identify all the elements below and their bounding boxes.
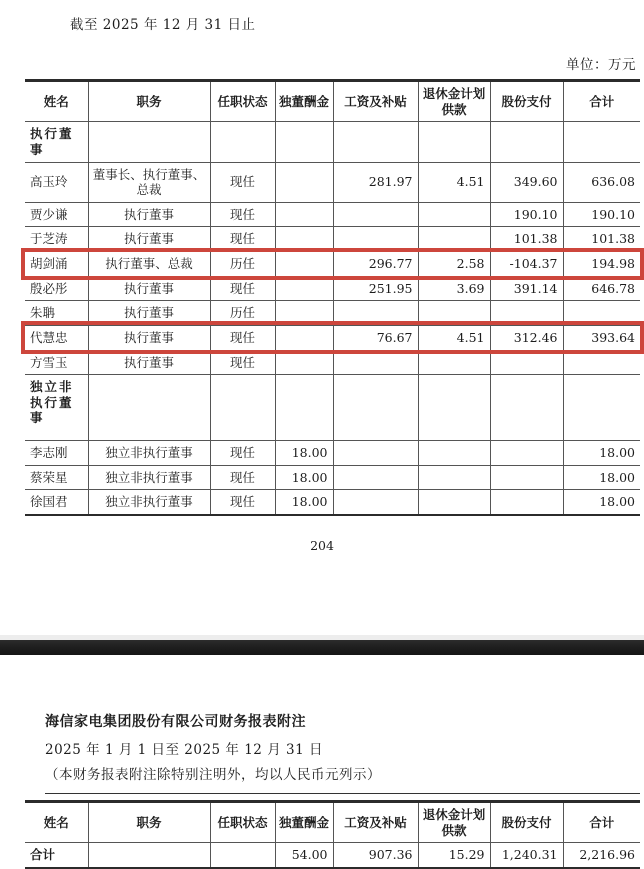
section-row — [25, 122, 640, 162]
cell-total: 194.98 — [563, 252, 640, 277]
empty-cell — [275, 375, 333, 441]
cell-indep-fee — [275, 252, 333, 277]
table-header — [25, 801, 640, 842]
cell-name: 代慧忠 — [25, 325, 88, 350]
cell-salary: 76.67 — [333, 325, 418, 350]
column-header: 姓名 — [25, 81, 88, 122]
cell-total: 190.10 — [563, 202, 640, 227]
cell-position: 执行董事 — [88, 325, 210, 350]
cell-status — [210, 843, 275, 868]
empty-cell — [490, 375, 563, 441]
cell-total: 18.00 — [563, 465, 640, 490]
unit-label: 单位：万元 — [566, 57, 636, 73]
cell-name: 方雪玉 — [25, 350, 88, 375]
cell-total: 636.08 — [563, 162, 640, 202]
cell-position: 执行董事 — [88, 202, 210, 227]
cell-total: 393.64 — [563, 325, 640, 350]
empty-cell — [490, 122, 563, 162]
cell-indep-fee — [275, 162, 333, 202]
column-header: 工资及补贴 — [333, 801, 418, 842]
cell-salary — [333, 350, 418, 375]
empty-cell — [333, 122, 418, 162]
page-number: 204 — [310, 537, 334, 553]
cell-indep-fee: 18.00 — [275, 441, 333, 466]
cell-share-payment — [490, 301, 563, 326]
cell-name: 胡剑涌 — [25, 252, 88, 277]
cell-indep-fee: 18.00 — [275, 490, 333, 515]
cell-share-payment: 101.38 — [490, 227, 563, 252]
cell-salary: 281.97 — [333, 162, 418, 202]
column-header: 退休金计划供款 — [418, 801, 490, 842]
section-label: 独立非执行董事 — [25, 375, 88, 441]
column-header: 合计 — [563, 801, 640, 842]
cell-share-payment: 1,240.31 — [490, 843, 563, 868]
period-caption: 截至 2025 年 12 月 31 日止 — [70, 17, 256, 33]
cell-status: 现任 — [210, 162, 275, 202]
cell-share-payment — [490, 441, 563, 466]
cell-total: 101.38 — [563, 227, 640, 252]
report-page-2 — [0, 711, 644, 869]
cell-total: 2,216.96 — [563, 843, 640, 868]
cell-share-payment: 391.14 — [490, 276, 563, 301]
cell-indep-fee — [275, 227, 333, 252]
cell-status: 现任 — [210, 490, 275, 515]
table-row — [25, 202, 640, 227]
table-row — [25, 465, 640, 490]
table-row — [25, 441, 640, 466]
cell-pension: 4.51 — [418, 162, 490, 202]
cell-status: 现任 — [210, 276, 275, 301]
empty-cell — [563, 122, 640, 162]
cell-name: 蔡荣星 — [25, 465, 88, 490]
cell-status: 现任 — [210, 202, 275, 227]
column-header: 股份支付 — [490, 81, 563, 122]
cell-position: 独立非执行董事 — [88, 465, 210, 490]
cell-status: 历任 — [210, 252, 275, 277]
column-header: 股份支付 — [490, 801, 563, 842]
cell-salary: 296.77 — [333, 252, 418, 277]
cell-status: 现任 — [210, 227, 275, 252]
empty-cell — [333, 375, 418, 441]
cell-share-payment — [490, 490, 563, 515]
column-header: 姓名 — [25, 801, 88, 842]
cell-salary — [333, 490, 418, 515]
table-row — [25, 843, 640, 868]
empty-cell — [418, 122, 490, 162]
column-header: 任职状态 — [210, 81, 275, 122]
column-header: 职务 — [88, 81, 210, 122]
report-page-1 — [0, 13, 644, 553]
table-body — [25, 122, 640, 515]
highlighted-row — [25, 252, 640, 277]
cell-position: 独立非执行董事 — [88, 490, 210, 515]
cell-salary — [333, 227, 418, 252]
cell-indep-fee — [275, 325, 333, 350]
cell-name: 李志刚 — [25, 441, 88, 466]
section-label: 执行董事 — [25, 122, 88, 162]
cell-name: 高玉玲 — [25, 162, 88, 202]
column-header: 工资及补贴 — [333, 81, 418, 122]
cell-share-payment: -104.37 — [490, 252, 563, 277]
cell-name: 殷必彤 — [25, 276, 88, 301]
highlighted-row — [25, 325, 640, 350]
cell-position: 执行董事 — [88, 350, 210, 375]
cell-pension — [418, 227, 490, 252]
column-header: 任职状态 — [210, 801, 275, 842]
cell-status: 现任 — [210, 350, 275, 375]
cell-pension — [418, 202, 490, 227]
cell-pension: 15.29 — [418, 843, 490, 868]
page-separator — [0, 635, 644, 655]
notes-currency-note: （本财务报表附注除特别注明外，均以人民币元列示） — [45, 766, 381, 783]
cell-status: 现任 — [210, 325, 275, 350]
column-header: 退休金计划供款 — [418, 81, 490, 122]
table-row — [25, 301, 640, 326]
cell-status: 现任 — [210, 441, 275, 466]
cell-salary — [333, 301, 418, 326]
cell-name: 合计 — [25, 843, 88, 868]
cell-pension: 3.69 — [418, 276, 490, 301]
cell-total: 18.00 — [563, 441, 640, 466]
cell-name: 贾少谦 — [25, 202, 88, 227]
cell-pension: 2.58 — [418, 252, 490, 277]
empty-cell — [275, 122, 333, 162]
table-header — [25, 81, 640, 122]
column-header: 独董酬金 — [275, 81, 333, 122]
cell-pension — [418, 465, 490, 490]
cell-position: 执行董事 — [88, 301, 210, 326]
notes-period: 2025 年 1 月 1 日至 2025 年 12 月 31 日 — [45, 741, 323, 758]
header-row — [25, 801, 640, 842]
cell-total — [563, 301, 640, 326]
empty-cell — [88, 122, 210, 162]
cell-position: 执行董事 — [88, 227, 210, 252]
cell-indep-fee — [275, 276, 333, 301]
remuneration-table — [25, 79, 640, 516]
table-row — [25, 490, 640, 515]
cell-position: 董事长、执行董事、总裁 — [88, 162, 210, 202]
cell-salary: 907.36 — [333, 843, 418, 868]
empty-cell — [418, 375, 490, 441]
cell-position: 执行董事 — [88, 276, 210, 301]
cell-pension — [418, 441, 490, 466]
table-row — [25, 276, 640, 301]
section-row — [25, 375, 640, 441]
table-row — [25, 162, 640, 202]
empty-cell — [88, 375, 210, 441]
rule-line — [45, 793, 640, 794]
cell-pension: 4.51 — [418, 325, 490, 350]
notes-title: 海信家电集团股份有限公司财务报表附注 — [45, 713, 306, 730]
cell-pension — [418, 490, 490, 515]
cell-total — [563, 350, 640, 375]
cell-share-payment — [490, 465, 563, 490]
column-header: 合计 — [563, 81, 640, 122]
separator-black-bar — [0, 640, 644, 655]
cell-share-payment: 312.46 — [490, 325, 563, 350]
column-header: 职务 — [88, 801, 210, 842]
table-row — [25, 350, 640, 375]
cell-share-payment: 190.10 — [490, 202, 563, 227]
cell-indep-fee — [275, 202, 333, 227]
cell-name: 于芝涛 — [25, 227, 88, 252]
cell-salary — [333, 441, 418, 466]
cell-salary — [333, 202, 418, 227]
cell-total: 18.00 — [563, 490, 640, 515]
column-header: 独董酬金 — [275, 801, 333, 842]
cell-name: 朱聃 — [25, 301, 88, 326]
cell-indep-fee — [275, 301, 333, 326]
empty-cell — [210, 375, 275, 441]
table-body — [25, 843, 640, 868]
cell-pension — [418, 301, 490, 326]
cell-status: 现任 — [210, 465, 275, 490]
cell-position: 执行董事、总裁 — [88, 252, 210, 277]
cell-total: 646.78 — [563, 276, 640, 301]
empty-cell — [563, 375, 640, 441]
empty-cell — [210, 122, 275, 162]
cell-indep-fee — [275, 350, 333, 375]
cell-indep-fee: 18.00 — [275, 465, 333, 490]
cell-position: 独立非执行董事 — [88, 441, 210, 466]
cell-pension — [418, 350, 490, 375]
cell-indep-fee: 54.00 — [275, 843, 333, 868]
cell-position — [88, 843, 210, 868]
cell-salary — [333, 465, 418, 490]
remuneration-total-table — [25, 800, 640, 869]
cell-salary: 251.95 — [333, 276, 418, 301]
cell-status: 历任 — [210, 301, 275, 326]
cell-share-payment: 349.60 — [490, 162, 563, 202]
table-row — [25, 227, 640, 252]
cell-share-payment — [490, 350, 563, 375]
header-row — [25, 81, 640, 122]
cell-name: 徐国君 — [25, 490, 88, 515]
